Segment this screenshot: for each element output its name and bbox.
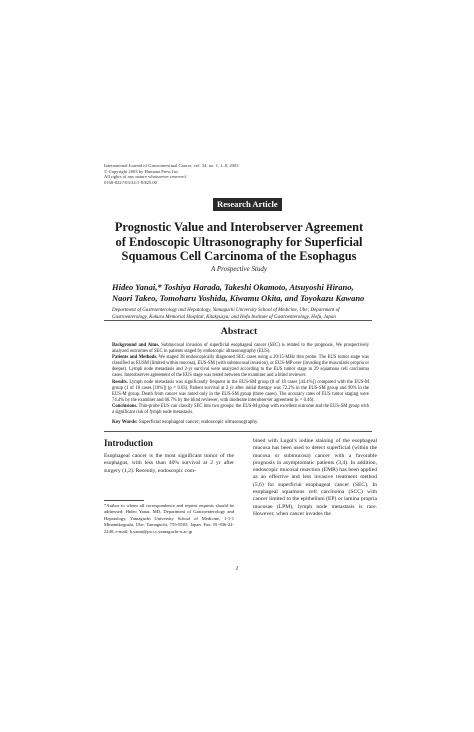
background-text: Submucosal invasion of superficial esophageal cancer (SEC) is related to the prognosis. We prospectively analyzed outcomes of SEC in patients staged by endoscopic ultrasonography (EUS). xyxy=(112,343,369,355)
title-line: of Endoscopic Ultrasonography for Superficial xyxy=(115,234,363,249)
affiliation: Department of Gastroenterology and Hepatology, Yamaguchi University School of Medicine, Ube; Department of Gastroenterology, Kokura Memorial Hospital, Kitakyusyu; and Hofu Institute of Gastroenterology, Hofu, Japan xyxy=(112,308,340,320)
introduction-heading: Introduction xyxy=(104,438,153,448)
article-title xyxy=(104,220,374,264)
methods-label: Patients and Methods. xyxy=(112,355,158,361)
conclusions-text: Thin-probe EUS can classify SEC into two groups: the EUS-M group with excellent outcome and the EUS-SM group with a significant risk of lymph node metastasis. xyxy=(112,403,369,416)
intro-paragraph-continued: bined with Lugol's iodine staining of the esophageal mucosa has been used to detect superficial (within the mucosa or submucosa) cancer with a favorable prognosis in asymptomatic patients (3,4). In addition, endoscopic mucosal resection (EMR) has been applied as an effective and less invasive treatment method (5,6) for superficial esophageal cancer (SEC). In esophageal squamous cell carcinoma (SCC) with cancer limited to the epithelium (EP) or lamina propria mucosae (LPM), lymph node metastasis is rare. However, when cancer invades the xyxy=(253,438,377,517)
author-line: Hideo Yanai,* Toshiya Harada, Takeshi Okamoto, Atsuyoshi Hirano, xyxy=(112,282,354,292)
abstract-conclusions xyxy=(112,404,369,416)
abstract-results xyxy=(112,380,369,404)
results-text: Lymph node metastasis was significantly frequent in the EUS-SM group (8 of 18 cases [44.4%]) compared with the EUS-M group (1 of 10 cases [10%]) (p = 0.03). Patient survival at 2 yr after initial therapy was 72.2% in the EUS-SM group and 90% in the EUS-M group. Death from cancer was noted only in the EUS-SM group (three cases). The accuracy rates of EUS tumor staging were 74.4% by the examiner and 66.7% by the blind reviewer, with moderate interobserver agreement (κ = 0.46). xyxy=(112,379,369,403)
keywords-label: Key Words: xyxy=(112,420,138,425)
right-column xyxy=(253,438,377,518)
author-line: Naori Takeo, Tomoharu Yoshida, Kiwamu Okita, and Toyokazu Kawano xyxy=(112,293,365,303)
abstract-body xyxy=(112,343,369,416)
methods-text: We staged 38 endoscopically diagnosed SEC cases using a 20/15-MHz thin probe. The EUS tumor stage was classified as EUSM (limited within mucosa), EUS-SM (with submucosal invasion), or EUS-MP over (invading the muscularis propria or deeper). Lymph node metastasis and 2-yr survival were analyzed according to the EUS tumor stage in 29 squamous cell carcinoma cases. Interobserver agreement of the EUS stage was tested between the examiner and a blind reviewer. xyxy=(112,355,369,379)
conclusions-label: Conclusions. xyxy=(112,403,138,409)
abstract-heading: Abstract xyxy=(220,326,258,337)
divider xyxy=(104,320,372,321)
divider xyxy=(104,431,372,432)
author-list xyxy=(112,282,372,304)
keywords-text: Superficial esophageal cancer; endoscopic ultrasonography. xyxy=(137,420,259,425)
page-number: 1 xyxy=(235,566,239,572)
abstract-background xyxy=(112,343,369,355)
title-line: Prognostic Value and Interobserver Agreement xyxy=(114,220,364,234)
copyright-line: © Copyright 2003 by Humana Press Inc. xyxy=(104,168,180,174)
footnote-rule xyxy=(104,500,144,501)
title-line: Squamous Cell Carcinoma of the Esophagus xyxy=(121,249,357,263)
results-label: Results. xyxy=(112,379,128,385)
issn-line: 0168-8227/03/34:1-8/$25.00 xyxy=(104,179,157,185)
left-column xyxy=(104,438,234,475)
intro-paragraph: Esophageal cancer is the most significant tumor of the esophagus, with less than 40% survival at 2 yr after surgery (1,2). Recently, endoscopic com- xyxy=(104,453,234,474)
article-subtitle: A Prospective Study xyxy=(211,265,267,273)
journal-citation: International Journal of Gastrointestinal Cancer, vol. 34, no. 1, 1–8, 2003 xyxy=(104,163,239,168)
background-label: Background and Aims. xyxy=(112,343,160,348)
rights-line: All rights of any nature whatsoever reserved. xyxy=(104,174,187,180)
article-type-badge: Research Article xyxy=(213,198,282,211)
correspondence-footnote: *Author to whom all correspondence and reprint requests should be addressed: Hideo Yanai, MD, Department of Gastroenterology and Hepatology, Yamaguchi University School of Medicine, 1-1-1 Minamikogushi, Ube, Yamaguchi, 755-8505, Japan. Fax: 81-836-22-2240, e-mail: h.yanai@po.cc.yamaguchi-u.ac.jp xyxy=(104,503,234,534)
abstract-methods xyxy=(112,355,369,379)
keywords xyxy=(112,420,372,425)
journal-header xyxy=(104,163,239,185)
